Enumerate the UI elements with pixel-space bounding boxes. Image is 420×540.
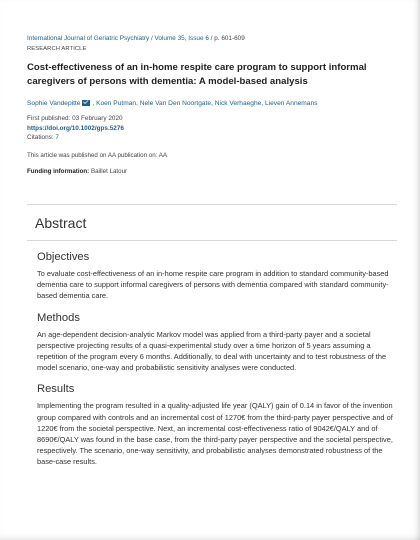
envelope-icon[interactable]: [82, 100, 90, 106]
article-header: [27, 34, 397, 175]
author-link[interactable]: Nele Van Den Noortgate: [139, 100, 212, 107]
page-range: / p. 601-609: [210, 35, 245, 42]
objectives-text: To evaluate cost-effectiveness of an in-home respite care program in addition to standard community-based dementia care to support informal caregivers of persons with dementia compared with standard community-based dementia care.: [37, 269, 389, 301]
author-link[interactable]: Koen Putman: [96, 100, 137, 107]
author-link[interactable]: Lieven Annemans: [264, 100, 318, 107]
publication-meta: [27, 114, 397, 143]
methods-heading: Methods: [37, 311, 80, 324]
citations-count-link[interactable]: 7: [55, 134, 59, 141]
citations: [27, 133, 397, 143]
doi-link[interactable]: https://doi.org/10.1002/gps.5276: [27, 124, 124, 132]
journal-link[interactable]: International Journal of Geriatric Psychiatry: [27, 35, 150, 42]
author-link[interactable]: Nick Verhaeghe: [214, 100, 262, 107]
abstract-section: [27, 204, 397, 529]
author-list: Sophie Vandepitte , Koen Putman, Nele Van Den Noortgate, Nick Verhaeghe, Lieven Annemans: [27, 100, 318, 107]
abstract-heading: Abstract: [35, 215, 87, 231]
funding-label: Funding information:: [27, 167, 90, 175]
funding-info: [27, 168, 397, 175]
volume-issue-link[interactable]: / Volume 35, Issue 6: [150, 35, 209, 42]
journal-citation: [27, 34, 397, 43]
published-on-note: This article was published on AA publication on: AA: [27, 151, 167, 159]
objectives-heading: Objectives: [37, 251, 90, 263]
article-title: Cost-effectiveness of an in-home respite care program to support informal caregivers of persons with dementia: A model-based analysis: [27, 62, 367, 87]
author-link[interactable]: Sophie Vandepitte: [27, 100, 81, 107]
article-type: RESEARCH ARTICLE: [27, 46, 87, 52]
abstract-divider: [27, 240, 397, 241]
results-heading: Results: [37, 383, 75, 396]
funding-value: Baillet Latour: [90, 167, 128, 175]
citations-label: Citations:: [27, 134, 54, 141]
results-text: Implementing the program resulted in a quality-adjusted life year (QALY) gain of 0.14 in favor of the invention group compared with controls and an incremental cost of 1270€ from the third-party payer perspective and of 1220€ from the societal perspective. Next, an incremental cost-effectiveness ratio of 9042€/QALY and of 8690€/QALY was found in the base case, from the third-party payer perspective and the societal perspective, respectively. The scenario, one-way sensitivity, and probabilistic analyses demonstrated robustness of the base-case results.: [37, 401, 393, 467]
first-published: First published: 03 February 2020: [27, 115, 123, 122]
methods-text: An age-dependent decision-analytic Markov model was applied from a third-party payer and a societal perspective projecting results of a quasi-experimental study over a time horizon of 5 years assuming a repetition of the program every 6 months. Additionally, to deal with uncertainty and to test robustness of the model scenario, one-way and probabilistic sensitivity analyses were conducted.: [37, 329, 387, 373]
